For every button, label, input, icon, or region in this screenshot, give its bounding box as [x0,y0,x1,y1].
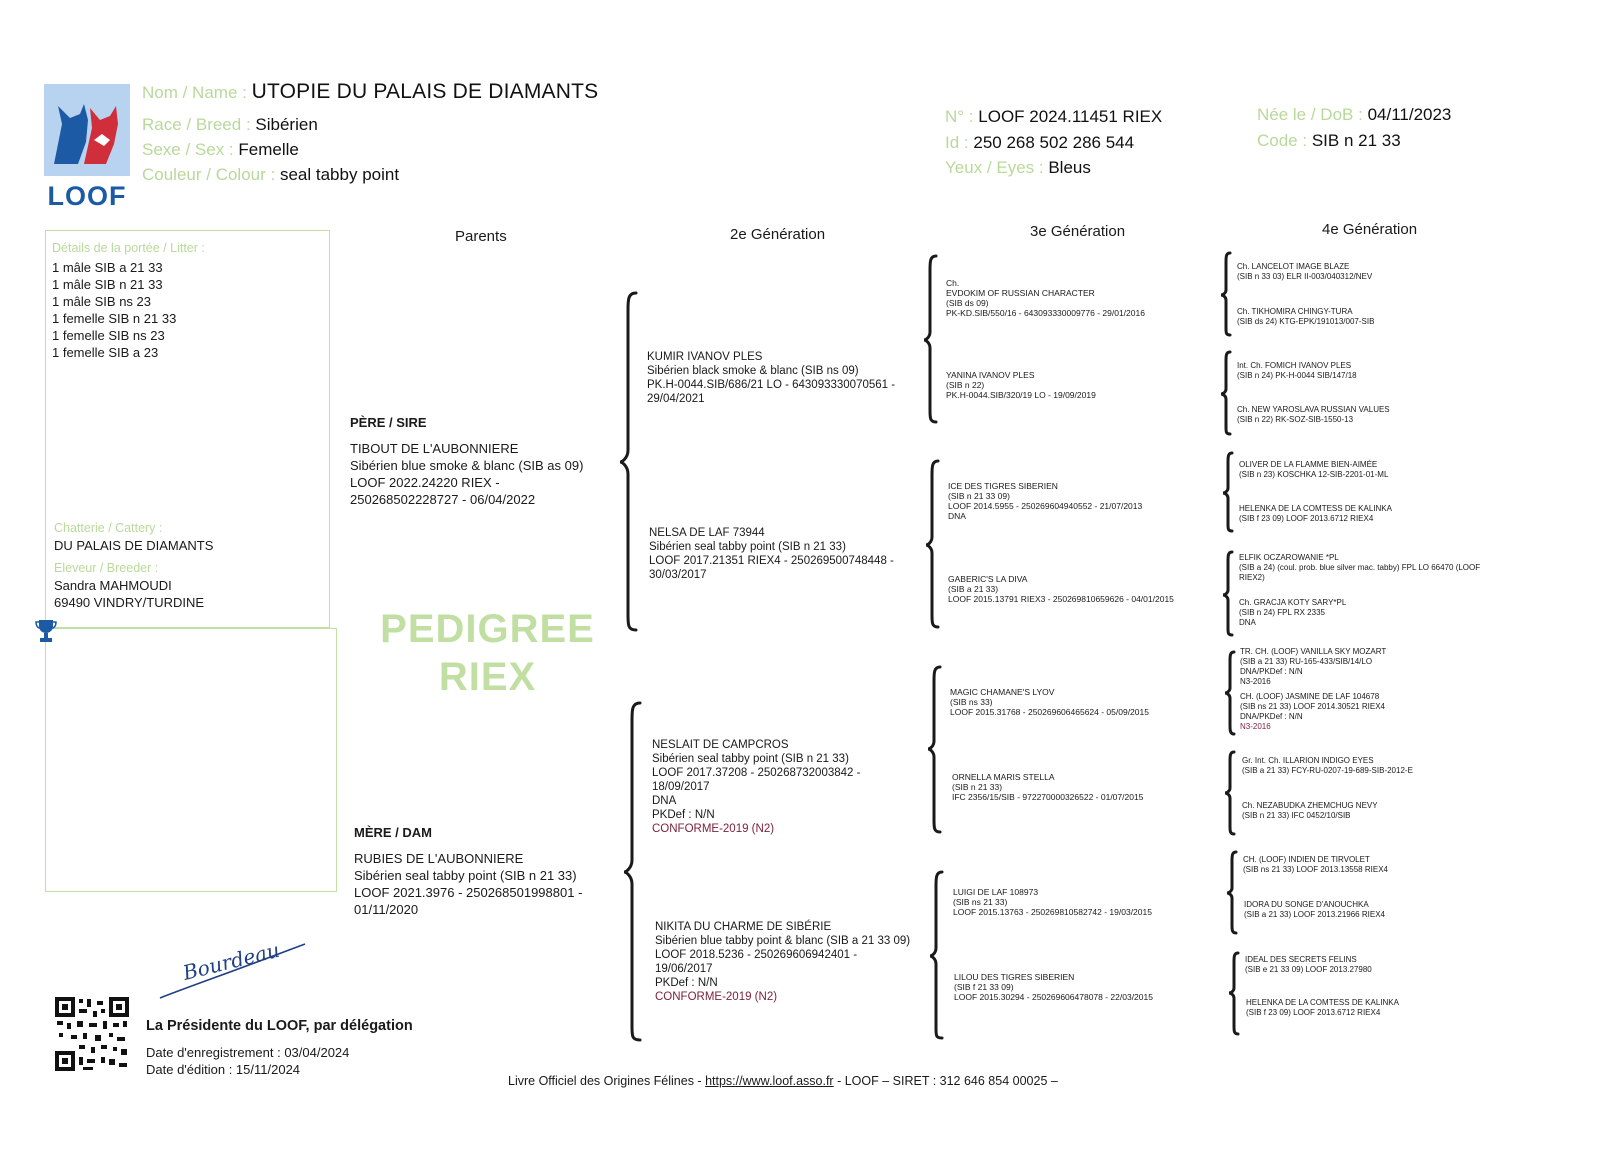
litter-item: 1 mâle SIB a 21 33 [52,260,163,275]
gen2-reg-2: 29/04/2021 [647,393,705,405]
gen3-entry [946,370,1096,400]
gen2-extra: PKDef : N/N [655,977,718,989]
litter-item: 1 femelle SIB ns 23 [52,328,165,343]
brace-ice [1223,453,1232,531]
gen3-line: (SIB a 21 33) [948,584,999,594]
gen4-entry [1243,855,1388,875]
gen4-line: Int. Ch. FOMICH IVANOV PLES [1237,361,1352,370]
gen3-line: (SIB ns 21 33) [953,897,1008,907]
gen4-entry [1237,262,1372,282]
gen4-entry [1242,801,1378,821]
breeder-name: Sandra MAHMOUDI [54,578,172,593]
gen2-conformity: CONFORME-2019 (N2) [655,991,778,1003]
column-parents: Parents [455,228,507,245]
gen3-line: (SIB n 21 33) [952,782,1003,792]
dam-reg-2: 01/11/2020 [354,902,419,917]
gen4-line: (SIB n 22) RK-SOZ-SIB-1550-13 [1237,415,1354,424]
gen4-line: N3-2016 [1240,677,1271,686]
gen4-line: Gr. Int. Ch. ILLARION INDIGO EYES [1242,756,1374,765]
gen4-line: IDEAL DES SECRETS FELINS [1245,955,1357,964]
brace-nelsa [926,461,938,627]
dam-name: RUBIES DE L'AUBONNIERE [354,851,524,866]
gen4-line: Ch. GRACJA KOTY SARY*PL [1239,598,1347,607]
sire-reg-2: 250268502228727 - 06/04/2022 [350,492,536,507]
id-label: Id : [945,133,969,152]
brace-sire [620,293,636,630]
gen4-entry [1242,756,1413,776]
gen4-line: Ch. TIKHOMIRA CHINGY-TURA [1237,307,1353,316]
sex-label: Sexe / Sex : [142,140,234,159]
gen3-entry [948,481,1142,521]
column-gen2: 2e Génération [730,226,826,243]
colour-label: Couleur / Colour : [142,165,276,184]
gen2-breed: Sibérien blue tabby point & blanc (SIB a 21 33 09) [655,935,911,947]
gen3-line: (SIB ds 09) [946,298,989,308]
gen3-line: LOOF 2015.31768 - 250269606465624 - 05/09/2015 [950,707,1149,717]
gen4-line: (SIB n 23) KOSCHKA 12-SIB-2201-01-ML [1239,470,1389,479]
gen3-entry [952,772,1143,802]
gen3-line: YANINA IVANOV PLES [946,370,1035,380]
gen4-line: CH. (LOOF) JASMINE DE LAF 104678 [1240,692,1380,701]
gen3-line: Ch. [946,278,960,288]
breed-value: Sibérien [255,115,318,134]
gen2-entry [647,350,895,406]
brace-yanina [1221,352,1230,434]
footer-link[interactable]: https://www.loof.asso.fr [705,1074,834,1088]
gen3-line: LOOF 2015.13763 - 250269810582742 - 19/03/2015 [953,907,1152,917]
gen4-line: (SIB e 21 33 09) LOOF 2013.27980 [1245,965,1372,974]
gen3-entry [950,687,1149,717]
brace-kumir [924,256,936,422]
cat-name: UTOPIE DU PALAIS DE DIAMANTS [251,80,599,103]
gen3-line: GABERIC'S LA DIVA [948,574,1028,584]
brace-ornella [1225,752,1234,834]
gen2-breed: Sibérien black smoke & blanc (SIB ns 09) [647,365,859,377]
brace-nikita [930,872,942,1038]
gen2-extra: PKDef : N/N [652,809,715,821]
dob-value: 04/11/2023 [1367,105,1452,124]
gen4-entry [1239,598,1346,628]
gen3-line: PK.H-0044.SIB/320/19 LO - 19/09/2019 [946,390,1096,400]
gen4-line: ELFIK OCZAROWANIE *PL [1239,553,1339,562]
qr-code-icon [55,997,129,1071]
sire-breed: Sibérien blue smoke & blanc (SIB as 09) [350,458,584,473]
gen4-entry [1240,647,1386,687]
gen4-line: (SIB n 21 33) IFC 0452/10/SIB [1242,811,1351,820]
gen3-line: ICE DES TIGRES SIBERIEN [948,481,1058,491]
gen4-line: Ch. NEW YAROSLAVA RUSSIAN VALUES [1237,405,1390,414]
gen4-line: CH. (LOOF) INDIEN DE TIRVOLET [1243,855,1370,864]
signature-text: Bourdeau [180,938,282,985]
gen4-line: IDORA DU SONGE D'ANOUCHKA [1244,900,1369,909]
gen2-reg-1: LOOF 2017.37208 - 250268732003842 - [652,767,861,779]
gen2-entry [655,920,910,1004]
gen3-entry [954,972,1153,1002]
gen2-breed: Sibérien seal tabby point (SIB n 21 33) [652,753,849,765]
sex-value: Femelle [238,140,299,159]
gen4-entry [1237,307,1374,327]
gen4-line: (SIB n 24) FPL RX 2335 [1239,608,1325,617]
dates-block [146,1044,349,1078]
gen4-line: DNA/PKDef : N/N [1240,667,1303,676]
gen4-line: (SIB a 21 33) LOOF 2013.21966 RIEX4 [1244,910,1385,919]
gen3-line: LOOF 2015.13791 RIEX3 - 250269810659626 - 04/01/2015 [948,594,1174,604]
gen4-entry [1237,405,1390,425]
gen2-reg-2: 18/09/2017 [652,781,710,793]
gen4-entry [1239,553,1480,583]
cattery-value: DU PALAIS DE DIAMANTS [54,538,214,553]
gen4-line: (SIB f 23 09) LOOF 2013.6712 RIEX4 [1239,514,1374,523]
gen4-entry [1237,361,1357,381]
gen4-line: (SIB a 24) (coul. prob. blue silver mac. tabby) FPL LO 66470 (LOOF [1239,563,1481,572]
litter-item: 1 mâle SIB n 21 33 [52,277,163,292]
gen2-entry [649,526,894,582]
gen4-line: (SIB n 33 03) ELR II-003/040312/NEV [1237,272,1373,281]
gen4-entry [1239,504,1392,524]
dam-role: MÈRE / DAM [354,825,432,840]
colour-value: seal tabby point [279,165,400,184]
gen4-line: (SIB n 24) PK-H-0044 SIB/147/18 [1237,371,1357,380]
gen2-reg-2: 30/03/2017 [649,569,707,581]
gen3-line: LOOF 2014.5955 - 250269604940552 - 21/07/2013 [948,501,1143,511]
gen3-line: LUIGI DE LAF 108973 [953,887,1039,897]
gen4-entry [1239,460,1388,480]
gen4-line: (SIB a 21 33) FCY-RU-0207-19-689-SIB-2012-E [1242,766,1413,775]
gen2-name: KUMIR IVANOV PLES [647,351,763,363]
name-label: Nom / Name : [142,83,247,102]
dam-reg-1: LOOF 2021.3976 - 250268501998801 - [354,885,583,900]
gen2-entry [652,738,860,836]
cattery-label: Chatterie / Cattery : [54,521,163,535]
litter-item: 1 mâle SIB ns 23 [52,294,151,309]
brace-dam [624,703,640,1040]
id-value: 250 268 502 286 544 [973,133,1135,152]
number-label: N° : [945,107,974,126]
edition-date: Date d'édition : 15/11/2024 [146,1062,301,1077]
gen2-reg-1: PK.H-0044.SIB/686/21 LO - 643093330070561 - [647,379,896,391]
logo-text: LOOF [47,181,127,211]
dam-breed: Sibérien seal tabby point (SIB n 21 33) [354,868,577,883]
sire-role: PÈRE / SIRE [350,415,427,430]
litter-item: 1 femelle SIB a 23 [52,345,159,360]
gen3-line: (SIB n 22) [946,380,985,390]
gen3-line: PK-KD.SIB/550/16 - 643093330009776 - 29/01/2016 [946,308,1145,318]
brace-lilou [1229,953,1238,1034]
stamp-line-2: RIEX [438,655,537,699]
gen4-line: (SIB a 21 33) RU-165-433/SIB/14/LO [1240,657,1373,666]
gen2-name: NELSA DE LAF 73944 [649,527,765,539]
breeder-label: Eleveur / Breeder : [54,561,159,575]
signature-title: La Présidente du LOOF, par délégation [146,1018,413,1034]
gen4-line: N3-2016 [1240,722,1271,731]
breed-label: Race / Breed : [142,115,251,134]
gen2-conformity: CONFORME-2019 (N2) [652,823,775,835]
gen3-entry [946,278,1145,318]
gen4-line: HELENKA DE LA COMTESS DE KALINKA [1239,504,1392,513]
gen3-line: EVDOKIM OF RUSSIAN CHARACTER [946,288,1095,298]
gen3-line: DNA [948,511,966,521]
gen4-line: (SIB f 23 09) LOOF 2013.6712 RIEX4 [1246,1008,1381,1017]
gen2-name: NESLAIT DE CAMPCROS [652,739,789,751]
gen4-line: OLIVER DE LA FLAMME BIEN-AIMÉE [1239,460,1378,469]
gen4-line: HELENKA DE LA COMTESS DE KALINKA [1246,998,1399,1007]
code-value: SIB n 21 33 [1311,131,1401,150]
brace-neslait [928,667,940,832]
footer-prefix: Livre Officiel des Origines Félines - [508,1074,706,1088]
gen4-line: (SIB ds 24) KTG-EPK/191013/007-SIB [1237,317,1375,326]
sire-reg-1: LOOF 2022.24220 RIEX - [350,475,500,490]
brace-magic [1225,652,1234,734]
gen3-entry [953,887,1152,917]
footer-suffix: - LOOF – SIRET : 312 646 854 00025 – [833,1074,1058,1088]
code-label: Code : [1257,131,1308,150]
gen3-line: IFC 2356/15/SIB - 972270000326522 - 01/07/2015 [952,792,1144,802]
gen3-line: LOOF 2015.30294 - 250269606478078 - 22/03/2015 [954,992,1153,1002]
brace-luigi [1227,852,1236,933]
dob-label: Née le / DoB : [1257,105,1363,124]
column-gen4: 4e Génération [1322,221,1418,238]
gen2-name: NIKITA DU CHARME DE SIBÉRIE [655,921,832,933]
gen3-line: ORNELLA MARIS STELLA [952,772,1055,782]
gen4-line: DNA [1239,618,1256,627]
gen4-line: TR. CH. (LOOF) VANILLA SKY MOZART [1240,647,1387,656]
gen4-line: DNA/PKDef : N/N [1240,712,1303,721]
eyes-value: Bleus [1048,158,1091,177]
number-value: LOOF 2024.11451 RIEX [978,107,1163,126]
sire-name: TIBOUT DE L'AUBONNIERE [350,441,519,456]
registration-date: Date d'enregistrement : 03/04/2024 [146,1045,350,1060]
gen3-line: LILOU DES TIGRES SIBERIEN [954,972,1075,982]
breeder-address: 69490 VINDRY/TURDINE [54,595,205,610]
signature [155,938,315,1008]
gen2-extra: DNA [652,795,677,807]
stamp-line-1: PEDIGREE [380,607,595,651]
gen4-line: Ch. NEZABUDKA ZHEMCHUG NEVY [1242,801,1378,810]
gen2-breed: Sibérien seal tabby point (SIB n 21 33) [649,541,846,553]
gen3-line: (SIB ns 33) [950,697,993,707]
gen4-entry [1240,692,1385,732]
gen2-reg-2: 19/06/2017 [655,963,713,975]
column-gen3: 3e Génération [1030,223,1126,240]
gen4-entry [1246,998,1399,1018]
gen2-reg-1: LOOF 2018.5236 - 250269606942401 - [655,949,858,961]
gen3-entry [948,574,1174,604]
eyes-label: Yeux / Eyes : [945,158,1044,177]
footer [508,1074,1058,1088]
gen3-line: MAGIC CHAMANE'S LYOV [950,687,1055,697]
gen4-entry [1244,900,1385,920]
gen4-line: (SIB ns 21 33) LOOF 2013.13558 RIEX4 [1243,865,1388,874]
brace-gaberic [1223,552,1232,635]
brace-evdokim [1221,253,1230,335]
gen4-line: Ch. LANCELOT IMAGE BLAZE [1237,262,1350,271]
gen4-line: RIEX2) [1239,573,1265,582]
gen3-line: (SIB f 21 33 09) [954,982,1014,992]
litter-item: 1 femelle SIB n 21 33 [52,311,177,326]
litter-title: Détails de la portée / Litter : [52,241,205,255]
gen3-line: (SIB n 21 33 09) [948,491,1010,501]
gen4-line: (SIB ns 21 33) LOOF 2014.30521 RIEX4 [1240,702,1385,711]
gen4-entry [1245,955,1372,975]
gen2-reg-1: LOOF 2017.21351 RIEX4 - 250269500748448 - [649,555,894,567]
